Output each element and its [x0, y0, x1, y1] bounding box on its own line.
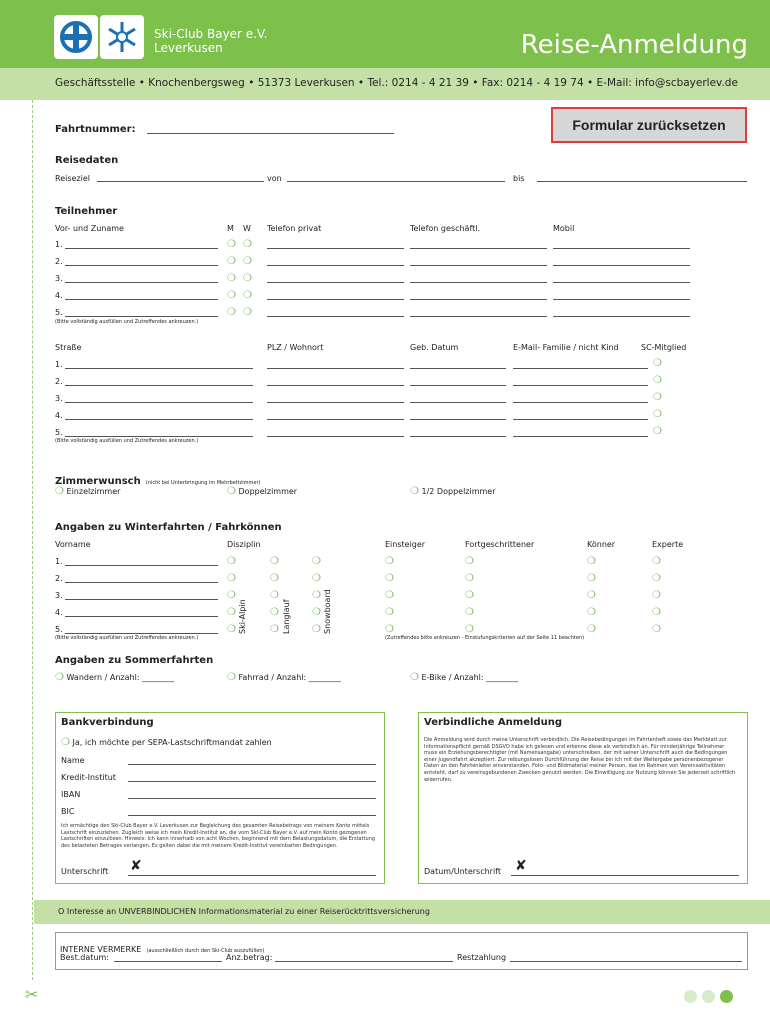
phone-private-field[interactable] — [267, 316, 404, 317]
first-name-label: Vorname — [55, 540, 91, 549]
sepa-mandate-text: Ich ermächtige den Ski-Club Bayer e.V. Leverkusen zur Begleichung des gesamten Reisebetrags von meinem Konto mittels Lastschrift einzuziehen. Zugleich weise ich mein Kredit-Institut an, die vom Ski-Club Bayer e.V. auf mein Konto gezogenen Lastschriften einzulösen. Hinweis: Ich kann innerhalb von acht Wochen, beginnend mit dem Belastungsdatum, die Erstattung des belasteten Betrages verlangen. Es gelten dabei die mit meinem Kredit-Institut vereinbarten Bedingungen. — [61, 823, 376, 849]
signature-mark-icon: ✘ — [515, 858, 527, 874]
skill-level-radio[interactable]: ❍ — [587, 624, 596, 635]
first-name-field[interactable] — [65, 633, 218, 634]
street-field[interactable] — [65, 402, 253, 403]
skill-level-radio[interactable]: ❍ — [652, 607, 661, 618]
row-label: 3. — [55, 274, 63, 283]
male-radio[interactable]: ❍ — [227, 273, 236, 284]
zip-city-field[interactable] — [267, 368, 404, 369]
destination-field[interactable] — [97, 181, 264, 182]
row-label: 5. — [55, 428, 63, 437]
male-radio[interactable]: ❍ — [227, 307, 236, 318]
skill-level-radio[interactable]: ❍ — [385, 573, 394, 584]
single-room-option[interactable] — [55, 487, 120, 497]
deposit-field[interactable] — [275, 961, 453, 962]
skill-level-radio[interactable]: ❍ — [652, 624, 661, 635]
skill-level-radio[interactable]: ❍ — [385, 607, 394, 618]
phone-business-field[interactable] — [410, 282, 547, 283]
skill-level-radio[interactable]: ❍ — [652, 556, 661, 567]
radio-circle-icon[interactable]: ❍ — [61, 737, 70, 748]
participants-heading: Teilnehmer — [55, 206, 118, 217]
internal-heading-text: INTERNE VERMERKE — [60, 945, 142, 954]
member-label: SC-Mitglied — [641, 343, 687, 352]
room-heading-note: (nicht bei Unterbringung im Mehrbettzimmer) — [145, 480, 261, 486]
discipline-radio[interactable]: ❍ — [227, 573, 236, 584]
bank-signature-field[interactable] — [128, 875, 376, 876]
hiking-label: Wandern / Anzahl: ________ — [66, 673, 175, 682]
discipline-radio[interactable]: ❍ — [227, 556, 236, 567]
phone-private-field[interactable] — [267, 299, 404, 300]
page-dot-1 — [684, 990, 697, 1003]
birthdate-field[interactable] — [410, 436, 506, 437]
birthdate-field[interactable] — [410, 368, 506, 369]
address-line: Geschäftsstelle • Knochenbergsweg • 51373 Leverkusen • Tel.: 0214 - 4 21 39 • Fax: 0214 - 4 19 74 • E-Mail: info@scbayerlev.de — [55, 77, 738, 89]
sepa-label: Ja, ich möchte per SEPA-Lastschriftmandat zahlen — [72, 738, 272, 747]
member-checkbox[interactable]: ❍ — [653, 426, 662, 437]
page-dot-2 — [702, 990, 715, 1003]
scissors-icon: ✂ — [25, 985, 39, 1004]
ebike-label: E-Bike / Anzahl: ________ — [421, 673, 519, 682]
room-heading-text: Zimmerwunsch — [55, 476, 141, 487]
double-room-label: Doppelzimmer — [238, 487, 298, 496]
skill-level-radio[interactable]: ❍ — [587, 556, 596, 567]
radio-circle-icon[interactable]: ❍ — [55, 486, 64, 497]
half-double-room-label: 1/2 Doppelzimmer — [421, 487, 496, 496]
member-checkbox[interactable]: ❍ — [653, 375, 662, 386]
email-field[interactable] — [513, 436, 648, 437]
first-name-field[interactable] — [65, 599, 218, 600]
skill-level-radio[interactable]: ❍ — [587, 573, 596, 584]
member-checkbox[interactable]: ❍ — [653, 409, 662, 420]
account-name-field[interactable] — [128, 764, 376, 765]
discipline-radio[interactable]: ❍ — [312, 573, 321, 584]
signature-mark-icon: ✘ — [130, 858, 142, 874]
winter-rows — [55, 557, 255, 637]
skill-level-radio[interactable]: ❍ — [465, 590, 474, 601]
discipline-radio[interactable]: ❍ — [270, 573, 279, 584]
to-date-field[interactable] — [537, 181, 747, 182]
iban-label: IBAN — [61, 790, 81, 799]
iban-field[interactable] — [128, 798, 376, 799]
street-field[interactable] — [65, 436, 253, 437]
discipline-radio[interactable]: ❍ — [270, 590, 279, 601]
female-radio[interactable]: ❍ — [243, 307, 252, 318]
destination-label: Reiseziel — [55, 174, 90, 183]
expert-label: Experte — [652, 540, 684, 549]
street-field[interactable] — [65, 419, 253, 420]
email-field[interactable] — [513, 368, 648, 369]
row-label: 2. — [55, 574, 63, 583]
row-label: 4. — [55, 291, 63, 300]
participant-rows-1 — [55, 240, 695, 320]
discipline-radio[interactable]: ❍ — [227, 624, 236, 635]
skill-level-radio[interactable]: ❍ — [465, 573, 474, 584]
discipline-label: Disziplin — [227, 540, 261, 549]
club-name — [154, 27, 267, 55]
street-field[interactable] — [65, 385, 253, 386]
member-checkbox[interactable]: ❍ — [653, 358, 662, 369]
page-dot-3 — [720, 990, 733, 1003]
deposit-label: Anz.betrag: — [226, 953, 273, 962]
name-column-label: Vor- und Zuname — [55, 224, 124, 233]
bic-field[interactable] — [128, 815, 376, 816]
participant-name-field[interactable] — [65, 316, 218, 317]
mobile-field[interactable] — [553, 265, 690, 266]
winter-note-right: (Zutreffendes bitte ankreuzen - Einstufungskriterien auf der Seite 11 beachten) — [385, 635, 585, 641]
birthdate-field[interactable] — [410, 402, 506, 403]
radio-circle-icon[interactable]: ❍ — [410, 486, 419, 497]
single-room-label: Einzelzimmer — [66, 487, 121, 496]
birthdate-label: Geb. Datum — [410, 343, 459, 352]
discipline-radio[interactable]: ❍ — [312, 607, 321, 618]
winter-note: (Bitte vollständig ausfüllen und Zutreffendes ankreuzen.) — [55, 635, 199, 641]
order-date-label: Best.datum: — [60, 953, 109, 962]
half-double-room-option[interactable] — [410, 487, 496, 497]
skill-level-radio[interactable]: ❍ — [385, 556, 394, 567]
discipline-radio[interactable]: ❍ — [270, 556, 279, 567]
mobile-field[interactable] — [553, 282, 690, 283]
mobile-label: Mobil — [553, 224, 575, 233]
row-label: 1. — [55, 360, 63, 369]
female-column-label: W — [243, 224, 251, 233]
reset-form-button[interactable]: Formular zurücksetzen — [551, 107, 747, 143]
first-name-field[interactable] — [65, 565, 218, 566]
participant-name-field[interactable] — [65, 248, 218, 249]
travel-dates-heading: Reisedaten — [55, 155, 119, 166]
discipline-radio[interactable]: ❍ — [270, 624, 279, 635]
bank-box — [55, 712, 385, 884]
skill-level-radio[interactable]: ❍ — [465, 607, 474, 618]
binding-heading: Verbindliche Anmeldung — [424, 717, 562, 728]
birthdate-field[interactable] — [410, 385, 506, 386]
first-name-field[interactable] — [65, 616, 218, 617]
female-radio[interactable]: ❍ — [243, 273, 252, 284]
row-label: 5. — [55, 625, 63, 634]
row-label: 2. — [55, 257, 63, 266]
skill-level-radio[interactable]: ❍ — [652, 590, 661, 601]
bank-institute-label: Kredit-Institut — [61, 773, 116, 782]
mobile-field[interactable] — [553, 248, 690, 249]
phone-business-field[interactable] — [410, 299, 547, 300]
row-label: 4. — [55, 608, 63, 617]
binding-signature-label: Datum/Unterschrift — [424, 867, 501, 876]
participant-name-field[interactable] — [65, 265, 218, 266]
phone-business-field[interactable] — [410, 248, 547, 249]
row-label: 5. — [55, 308, 63, 317]
binding-box — [418, 712, 748, 884]
hiking-option[interactable] — [55, 673, 174, 683]
langlauf-label: Langlauf — [282, 599, 291, 634]
from-label: von — [267, 174, 282, 183]
binding-signature-field[interactable] — [511, 875, 739, 876]
phone-business-field[interactable] — [410, 265, 547, 266]
skill-level-radio[interactable]: ❍ — [465, 556, 474, 567]
participants-note-2: (Bitte vollständig ausfüllen und Zutreffendes ankreuzen.) — [55, 438, 199, 444]
street-field[interactable] — [65, 368, 253, 369]
phone-private-field[interactable] — [267, 265, 404, 266]
male-radio[interactable]: ❍ — [227, 256, 236, 267]
email-field[interactable] — [513, 385, 648, 386]
phone-private-field[interactable] — [267, 282, 404, 283]
participant-name-field[interactable] — [65, 299, 218, 300]
bank-signature-label: Unterschrift — [61, 867, 109, 876]
internal-heading-note: (ausschließlich durch den Ski-Club auszufüllen) — [146, 948, 265, 954]
skill-level-radio[interactable]: ❍ — [652, 573, 661, 584]
skill-level-radio[interactable]: ❍ — [465, 624, 474, 635]
radio-circle-icon[interactable]: ❍ — [227, 486, 236, 497]
radio-circle-icon[interactable]: ❍ — [55, 672, 64, 683]
discipline-radio[interactable]: ❍ — [312, 590, 321, 601]
mobile-field[interactable] — [553, 299, 690, 300]
zip-city-field[interactable] — [267, 419, 404, 420]
street-label: Straße — [55, 343, 82, 352]
participant-name-field[interactable] — [65, 282, 218, 283]
insurance-option[interactable]: O Interesse an UNVERBINDLICHEN Informationsmaterial zu einer Reiserücktrittsversicherung — [58, 907, 430, 916]
phone-business-field[interactable] — [410, 316, 547, 317]
trip-number-label: Fahrtnummer: — [55, 124, 136, 135]
skill-level-radio[interactable]: ❍ — [587, 607, 596, 618]
member-checkbox[interactable]: ❍ — [653, 392, 662, 403]
skilled-label: Könner — [587, 540, 616, 549]
skill-level-radio[interactable]: ❍ — [385, 590, 394, 601]
first-name-field[interactable] — [65, 582, 218, 583]
skill-level-radio[interactable]: ❍ — [587, 590, 596, 601]
rest-payment-label: Restzahlung — [457, 953, 507, 962]
trip-number-field[interactable] — [147, 133, 394, 134]
participant-rows-2 — [55, 360, 695, 440]
participants-note: (Bitte vollständig ausfüllen und Zutreffendes ankreuzen.) — [55, 319, 199, 325]
row-label: 4. — [55, 411, 63, 420]
page-title: Reise-Anmeldung — [520, 30, 748, 60]
rest-payment-field[interactable] — [510, 961, 742, 962]
skill-level-radio[interactable]: ❍ — [385, 624, 394, 635]
from-date-field[interactable] — [287, 181, 505, 182]
beginner-label: Einsteiger — [385, 540, 426, 549]
ski-alpin-label: Ski-Alpin — [238, 599, 247, 634]
discipline-radio[interactable]: ❍ — [312, 556, 321, 567]
birthdate-field[interactable] — [410, 419, 506, 420]
zip-city-field[interactable] — [267, 385, 404, 386]
internal-notes-box — [55, 932, 748, 970]
row-label: 2. — [55, 377, 63, 386]
discipline-radio[interactable]: ❍ — [312, 624, 321, 635]
email-field[interactable] — [513, 419, 648, 420]
sepa-option[interactable] — [61, 738, 272, 748]
male-radio[interactable]: ❍ — [227, 239, 236, 250]
snowboard-label: Snowboard — [323, 589, 332, 634]
summer-heading: Angaben zu Sommerfahrten — [55, 655, 214, 666]
row-label: 3. — [55, 394, 63, 403]
club-line-1: Ski-Club Bayer e.V. — [154, 27, 268, 41]
account-name-label: Name — [61, 756, 85, 765]
club-logo-right — [100, 15, 144, 59]
phone-private-label: Telefon privat — [267, 224, 322, 233]
bic-label: BIC — [61, 807, 75, 816]
radio-circle-icon[interactable]: ❍ — [227, 672, 236, 683]
double-room-option[interactable] — [227, 487, 297, 497]
row-label: 1. — [55, 557, 63, 566]
bank-heading: Bankverbindung — [61, 717, 154, 728]
male-column-label: M — [227, 224, 234, 233]
discipline-radio[interactable]: ❍ — [227, 607, 236, 618]
to-label: bis — [513, 174, 525, 183]
bank-institute-field[interactable] — [128, 781, 376, 782]
club-line-2: Leverkusen — [154, 41, 223, 55]
bike-option[interactable] — [227, 673, 341, 683]
phone-business-label: Telefon geschäftl. — [410, 224, 481, 233]
ebike-option[interactable] — [410, 673, 518, 683]
binding-text: Die Anmeldung wird durch meine Unterschrift verbindlich. Die Reisebedingungen im Fahrtenheft sowie das Merkblatt zur Informationspflicht gemäß DSGVO habe ich gelesen und erkenne diese als verbindlich an. Für minderjährige Teilnehmer muss ein Erziehungsberechtigter (mit Namensangabe) unterschreiben, der mit seiner Unterschrift auch die Bedingungen einer Jugendfahrt akzeptiert. Zur reibungslosen Durchführung der Reise bin ich mit der Weitergabe personenbezogener Daten an den Fahrtenleiter einverstanden. Foto- und Bildmaterial meiner Person, das im Rahmen von Vereinsaktivitäten entsteht, darf zu vereinsgebundenen Zwecken genutzt werden. Die Einwilligung zur Nutzung können Sie jederzeit schriftlich widerrufen. — [424, 737, 736, 783]
email-field[interactable] — [513, 402, 648, 403]
zip-city-field[interactable] — [267, 402, 404, 403]
zip-city-label: PLZ / Wohnort — [267, 343, 324, 352]
bike-label: Fahrrad / Anzahl: ________ — [238, 673, 341, 682]
discipline-radio[interactable]: ❍ — [270, 607, 279, 618]
advanced-label: Fortgeschrittener — [465, 540, 535, 549]
radio-circle-icon[interactable]: ❍ — [410, 672, 419, 683]
mobile-field[interactable] — [553, 316, 690, 317]
email-label: E-Mail- Familie / nicht Kind — [513, 343, 619, 352]
order-date-field[interactable] — [114, 961, 222, 962]
female-radio[interactable]: ❍ — [243, 239, 252, 250]
winter-heading: Angaben zu Winterfahrten / Fahrkönnen — [55, 522, 282, 533]
row-label: 3. — [55, 591, 63, 600]
row-label: 1. — [55, 240, 63, 249]
club-logo-left — [54, 15, 98, 59]
zip-city-field[interactable] — [267, 436, 404, 437]
female-radio[interactable]: ❍ — [243, 290, 252, 301]
female-radio[interactable]: ❍ — [243, 256, 252, 267]
male-radio[interactable]: ❍ — [227, 290, 236, 301]
phone-private-field[interactable] — [267, 248, 404, 249]
punch-guide-line — [32, 100, 33, 980]
discipline-radio[interactable]: ❍ — [227, 590, 236, 601]
